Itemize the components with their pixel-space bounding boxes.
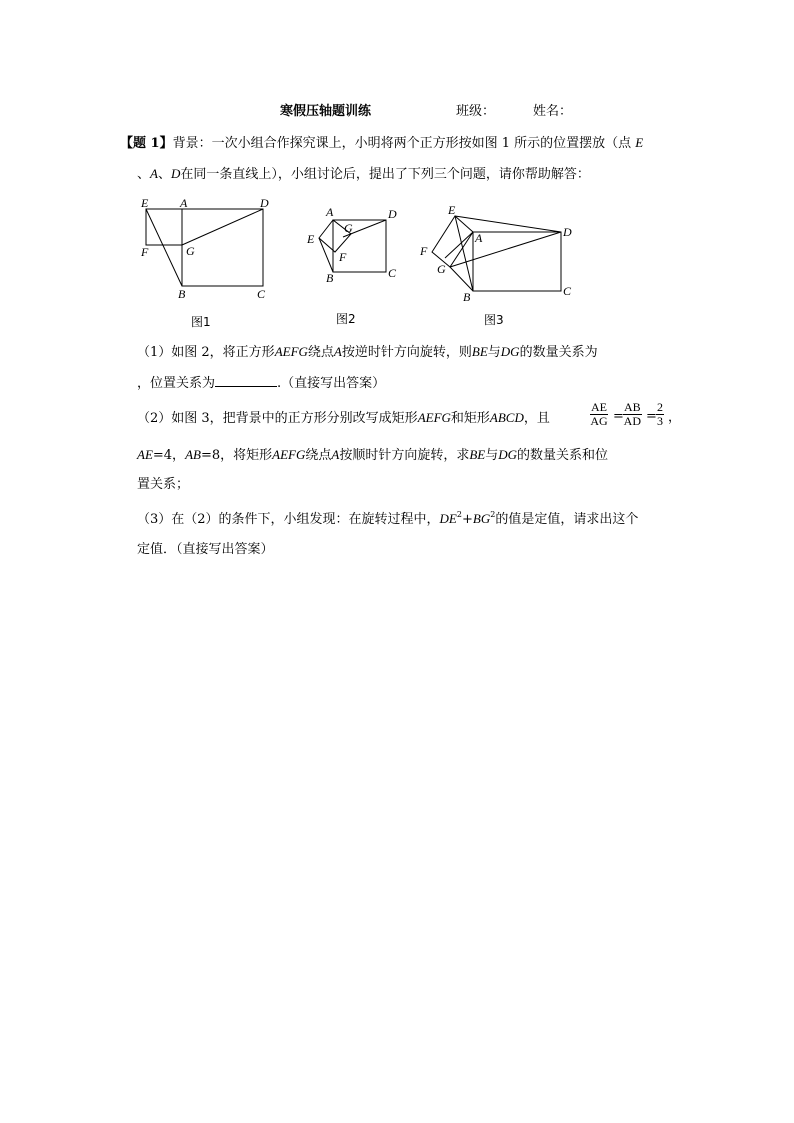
fig3-line-eb [455, 216, 473, 291]
fraction-denominator: AG [590, 414, 608, 428]
point-e-label: E [635, 135, 644, 150]
question-2-line2 [137, 447, 608, 464]
fig1-label-a: A [180, 196, 188, 210]
q2-var-abcd: ABCD [489, 410, 524, 425]
exponent: 2 [456, 510, 462, 519]
fraction-ab-ad [623, 401, 642, 428]
answer-blank[interactable] [215, 374, 277, 387]
q2-var-a: A [331, 447, 340, 462]
q1-text: 按逆时针方向旋转，则 [341, 345, 472, 360]
q1-var-aefg: AEFG [274, 344, 308, 359]
fig1-label-d: D [260, 196, 269, 210]
fraction-numerator: 2 [657, 400, 663, 414]
fig2-label-b: B [326, 271, 334, 285]
question-2-line1 [137, 410, 550, 427]
q2-text: 和矩形 [450, 411, 490, 426]
figure-1 [140, 196, 269, 301]
fig3-line-gb [450, 267, 473, 291]
fig3-label-a: A [475, 231, 483, 245]
fig1-label-b: B [178, 287, 186, 301]
fig2-label-g: G [344, 221, 353, 235]
q1-text: 与 [487, 345, 501, 360]
fraction-2-3 [656, 401, 664, 428]
figures-svg [0, 192, 794, 342]
fig1-caption: 图1 [191, 315, 211, 329]
q2-var-ae: AE [137, 447, 153, 462]
point-a-label: A [150, 166, 158, 181]
fig1-label-f: F [141, 245, 149, 259]
q2-var-aefg: AEFG [272, 447, 306, 462]
figure-3 [419, 203, 572, 304]
fig2-label-a: A [326, 205, 334, 219]
q2-var-ab: AB [185, 447, 201, 462]
question-2-line3: 置关系； [137, 477, 190, 492]
problem-intro-line1 [120, 135, 643, 152]
exponent: 2 [490, 510, 496, 519]
intro-text-2: 在同一条直线上），小组讨论后，提出了下列三个问题，请你帮助解答： [180, 167, 590, 182]
q1-var-a: A [333, 344, 342, 359]
plus-sign: + [461, 512, 473, 527]
separator: 、 [137, 167, 151, 182]
fig1-line-eb [146, 209, 182, 286]
q2-comma: ， [668, 410, 682, 425]
fig3-label-d: D [563, 225, 572, 239]
fraction-ae-ag [590, 401, 608, 428]
q2-text: ，且 [523, 411, 550, 426]
q2-text: （2）如图 3，把背景中的正方形分别改写成矩形 [137, 411, 418, 426]
q3-var-de: DE [439, 511, 457, 526]
q1-text: ，位置关系为 [137, 376, 216, 391]
q2-text: =8，将矩形 [200, 448, 273, 463]
q2-var-be: BE [469, 447, 486, 462]
fig3-rect-abcd [473, 232, 561, 291]
fig1-square-small [146, 209, 182, 245]
q2-text: 绕点 [305, 448, 332, 463]
q1-text: .（直接写出答案） [277, 376, 386, 391]
fig3-label-f: F [420, 244, 428, 258]
fig3-label-b: B [463, 290, 471, 304]
question-3-line2: 定值．（直接写出答案） [137, 542, 274, 557]
fraction-numerator: AB [624, 400, 641, 414]
fig3-caption: 图3 [484, 313, 504, 327]
equals-sign: = [613, 409, 624, 424]
fig2-label-c: C [388, 266, 397, 280]
q3-text: 的值是定值，请求出这个 [495, 512, 639, 527]
name-label: 姓名： [533, 104, 573, 119]
question-1-line1 [137, 344, 598, 361]
fraction-denominator: 3 [657, 414, 663, 428]
intro-text: 背景：一次小组合作探究课上，小明将两个正方形按如图 1 所示的位置摆放（点 [172, 136, 632, 151]
question-1-line2 [137, 374, 385, 392]
q1-text: （1）如图 2，将正方形 [137, 345, 275, 360]
q1-text: 绕点 [307, 345, 334, 360]
page-title: 寒假压轴题训练 [280, 104, 372, 119]
fig3-label-c: C [563, 284, 572, 298]
q3-var-bg: BG [472, 511, 491, 526]
fig1-label-e: E [141, 196, 149, 210]
point-d-label: D [170, 166, 181, 181]
q3-text: （3）在（2）的条件下，小组发现：在旋转过程中， [137, 512, 440, 527]
fig3-label-g: G [437, 262, 446, 276]
separator: 、 [157, 167, 171, 182]
class-label: 班级： [456, 104, 496, 119]
fig3-rect-aefg [432, 216, 473, 267]
fig1-label-c: C [257, 287, 266, 301]
equals-sign: = [646, 409, 657, 424]
fig2-caption: 图2 [336, 312, 356, 326]
q1-var-dg: DG [500, 344, 520, 359]
figure-2 [306, 205, 397, 285]
fig3-label-e: E [448, 203, 456, 217]
q1-var-be: BE [471, 344, 488, 359]
fig1-label-g: G [186, 244, 195, 258]
fig2-line-eb [319, 238, 333, 272]
q1-text: 的数量关系为 [519, 345, 598, 360]
fig1-line-ad-g [182, 209, 263, 245]
q2-text: =4， [152, 448, 186, 463]
problem-intro-line2 [137, 166, 590, 183]
q2-var-aefg: AEFG [417, 410, 451, 425]
q2-text: 与 [485, 448, 499, 463]
problem-tag: 【题 1】 [120, 136, 173, 151]
q2-text: 的数量关系和位 [517, 448, 609, 463]
q2-text: 按顺时针方向旋转，求 [339, 448, 470, 463]
fraction-numerator: AE [591, 400, 607, 414]
question-3-line1 [137, 511, 638, 528]
q2-var-dg: DG [498, 447, 518, 462]
fig2-label-e: E [307, 232, 315, 246]
fig2-label-d: D [388, 207, 397, 221]
fraction-denominator: AD [623, 414, 641, 428]
fig2-label-f: F [339, 250, 347, 264]
